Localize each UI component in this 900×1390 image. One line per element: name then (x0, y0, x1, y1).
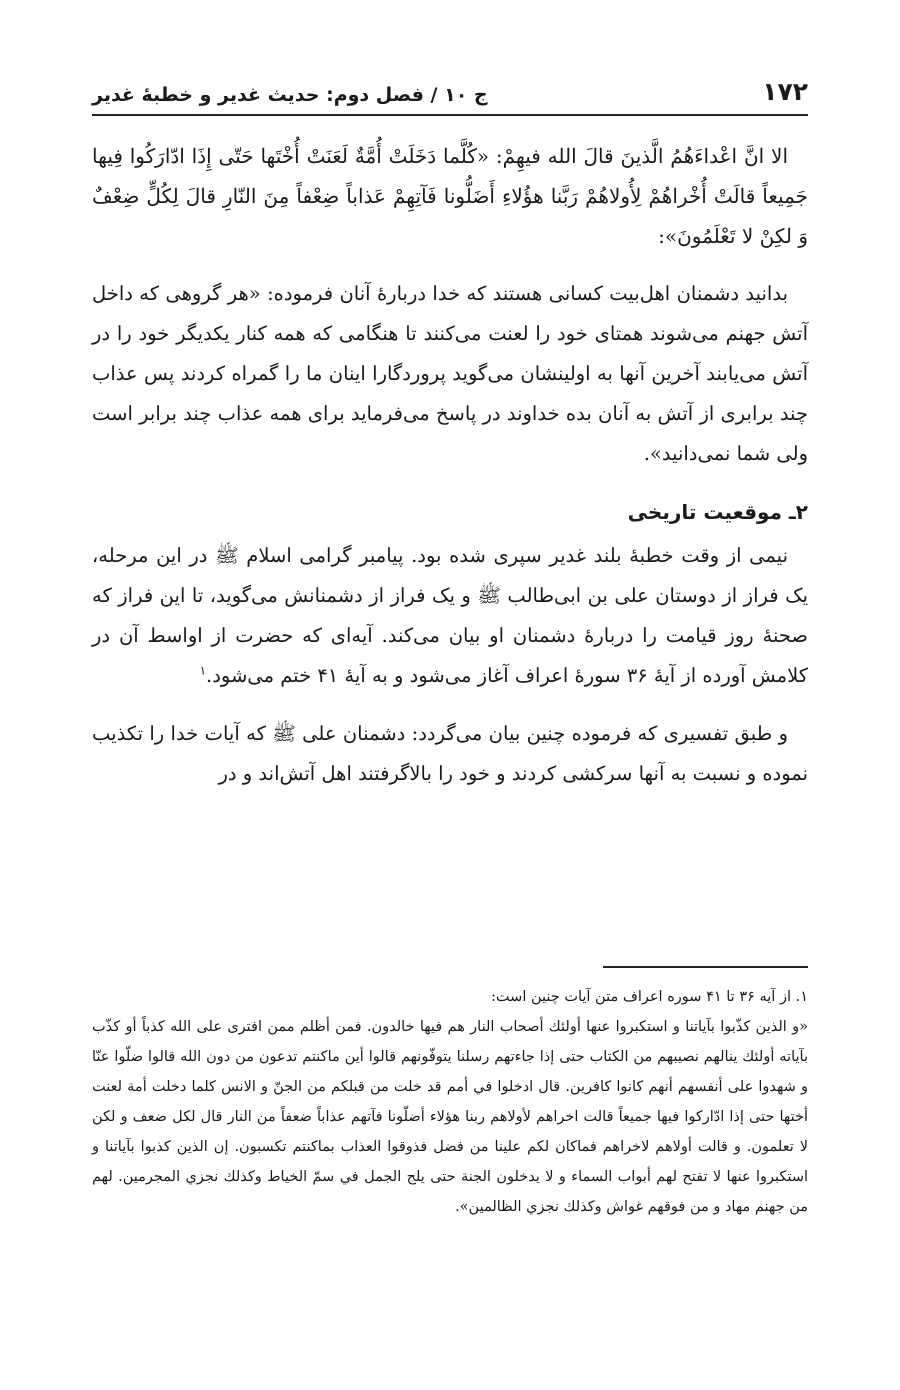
page-number: ۱۷۲ (762, 77, 808, 106)
footnote-intro: ۱. از آیه ۳۶ تا ۴۱ سوره اعراف متن آیات چنین است: (491, 989, 808, 1005)
arabic-quote-paragraph: الا انَّ اعْداءَهُمُ الَّذينَ قالَ الله فيهِمْ: «كُلَّما دَخَلَتْ أُمَّةٌ لَعَنَتْ أُخْتَها حَتّى إِذَا ادّارَكُوا فِيها جَمِيعاً قالَتْ أُخْراهُمْ لِأُولاهُمْ رَبَّنا هؤُلاءِ أَضَلُّونا فَآتِهِمْ عَذاباً ضِعْفاً مِنَ النّارِ قالَ لِكُلٍّ ضِعْفٌ وَ لكِنْ لا تَعْلَمُونَ»: (92, 144, 808, 248)
footnote-divider (603, 966, 808, 968)
section-heading: ۲ـ موقعیت تاریخی (627, 500, 808, 524)
running-head: ج ۱۰ / فصل دوم: حدیث غدیر و خطبهٔ غدیر (92, 84, 488, 106)
historical-context-paragraph (92, 536, 808, 696)
page-header (92, 70, 808, 116)
book-page (92, 0, 808, 1390)
main-text (92, 136, 808, 812)
translation-paragraph: بدانید دشمنان اهل‌بیت کسانی هستند که خدا دربارهٔ آنان فرموده: «هر گروهی که داخل آتش جهنم می‌شوند همتای خود را لعنت می‌کنند تا هنگامی که همه کنار یکدیگر خود را در آتش می‌یابند آخرین آنها به اولینشان می‌گوید پروردگارا اینان ما را گمراه کردند پس عذاب چند برابری از آتش به آنان بده خداوند در پاسخ می‌فرماید برای همه عذاب چند برابر است ولی شما نمی‌دانید». (92, 282, 808, 465)
footnotes (92, 982, 808, 1222)
footnote-marker: ۱ (199, 663, 207, 678)
footnote-verse-text: «و الذين كذّبوا بآياتنا و استكبروا عنها أولئك أصحاب النار هم فيها خالدون. فمن أظلم ممن افترى على الله كذباً أو كذّب بآياته أولئك ينالهم نصيبهم من الكتاب حتى إذا جاءتهم رسلنا يتوفّونهم قالوا أين ماكنتم تدعون من دون الله قالوا ضلّوا عنّا و شهدوا على أنفسهم أنهم كانوا كافرين. قال ادخلوا في أمم قد خلت من قبلكم من الجنّ و الانس كلما دخلت أمة لعنت أختها حتى إذا ادّاركوا فيها جميعاً قالت اخراهم لأولاهم ربنا هؤلاء أضلّونا فآتهم عذاباً ضعفاً من النار قال لكل ضعف و لكن لا تعلمون. و قالت أولاهم لاخراهم فماكان لكم علينا من فضل فذوقوا العذاب بماكنتم تكسبون. إن الذين كذبوا بآياتنا و استكبروا عنها لا تفتح لهم أبواب السماء و لا يدخلون الجنة حتى يلج الجمل في سمّ الخياط وكذلك نجزي المجرمين. لهم من جهنم مهاد و من فوقهم غواش وكذلك نجزي الظالمين». (92, 1019, 808, 1215)
interpretation-paragraph: و طبق تفسیری که فرموده چنین بیان می‌گردد: دشمنان علی ﷺ که آیات خدا را تکذیب نموده و نسبت به آنها سرکشی کردند و خود را بالاگرفتند اهل آتش‌اند و در (92, 722, 808, 785)
historical-context-text: نیمی از وقت خطبهٔ بلند غدیر سپری شده بود. پیامبر گرامی اسلام ﷺ در این مرحله، یک فراز از دوستان علی بن ابی‌طالب ﷺ و یک فراز از دشمنانش می‌گوید، تا این فراز که صحنهٔ روز قیامت را دربارهٔ دشمنان او بیان می‌کند. آیه‌ای که حضرت از اواسط آن در کلامش آورده از آیهٔ ۳۶ سورهٔ اعراف آغاز می‌شود و به آیهٔ ۴۱ ختم می‌شود. (92, 544, 808, 687)
